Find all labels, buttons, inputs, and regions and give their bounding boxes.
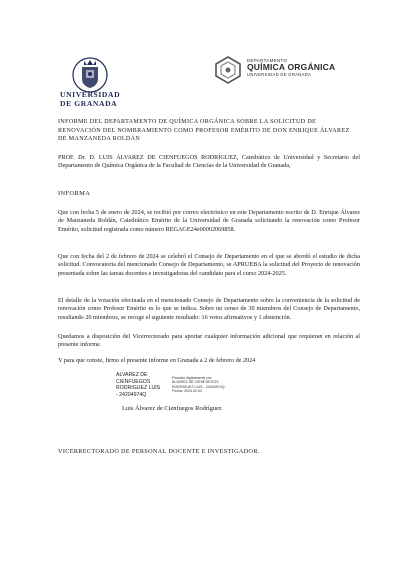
- recipient: VICERRECTORADO DE PERSONAL DOCENTE E INVESTIGADOR.: [58, 448, 260, 455]
- stamp-line: CIENFUEGOS: [116, 378, 151, 385]
- signature-stamp-detail: [172, 376, 225, 394]
- department-logo-prefix: DEPARTAMENTO: [247, 58, 288, 63]
- stamp-detail-line: ALVAREZ DE CIENFUEGOS: [172, 380, 219, 385]
- signature-stamp-name: [116, 372, 160, 398]
- paragraph-availability: Quedamos a disposición del Vicerrectorado para aportar cualquier información adicional que requieran en relación al presente informe.: [58, 333, 360, 349]
- stamp-detail-line: RODRIGUEZ LUIS - 24204974Q: [172, 384, 225, 389]
- university-name: UNIVERSIDAD DE GRANADA: [60, 90, 121, 108]
- department-logo-icon: [213, 55, 243, 85]
- department-logo-sub: UNIVERSIDAD DE GRANADA: [247, 72, 312, 77]
- paragraph-request: Que con fecha 5 de enero de 2024, se recibió por correo electrónico en este Departamento escrito de D. Enrique Álvarez de Manzaneda Roldán, Catedrático Emérito de la Universidad de Granada solicitando la renovación como Profesor Emérito, solicitud registrada como número REGAGE24e00002069858.: [58, 209, 360, 233]
- informa-heading: INFORMA: [58, 190, 91, 197]
- signer-name: Luis Álvarez de Cienfuegos Rodríguez: [122, 405, 222, 412]
- stamp-line: - 24204974Q: [116, 391, 147, 398]
- stamp-line: RODRIGUEZ LUIS: [116, 385, 161, 392]
- paragraph-vote: El detalle de la votación efectuada en el mencionado Consejo de Departamento sobre la conveniencia de la solicitud de renovación como Profesor Emérito es lo que se indica. Sobre un censo de 30 miembros del Consejo de Departamento, resultando 20 miembros, se recoge el siguiente resultado: 16 votos afirmativos y 1 abstención.: [58, 297, 360, 321]
- intro-paragraph: PROF. Dr. D. LUIS ÁLVAREZ DE CIENFUEGOS RODRÍGUEZ, Catedrático de Universidad y Secretario del Departamento de Química Orgánica de la Facultad de Ciencias de la Universidad de Granada,: [58, 154, 360, 170]
- paragraph-closing: Y para que conste, firmo el presente informe en Granada a 2 de febrero de 2024: [58, 357, 256, 364]
- report-title: INFORME DEL DEPARTAMENTO DE QUÍMICA ORGÁNICA SOBRE LA SOLICITUD DE RENOVACIÓN DEL NOMBRAMIENTO COMO PROFESOR EMÉRITO DE DON ENRIQUE ÁLVAREZ DE MANZANEDA ROLDÁN: [58, 119, 350, 142]
- department-logo-text: [247, 57, 335, 78]
- stamp-detail-line: Firmado digitalmente por: [172, 376, 212, 380]
- stamp-detail-line: Fecha: 2024.02.02: [172, 389, 202, 394]
- department-logo-name: QUÍMICA ORGÁNICA: [247, 62, 336, 72]
- paragraph-council: Que con fecha del 2 de febrero de 2024 se celebró el Consejo de Departamento en el que se abordó el estudio de dicha solicitud. Convocatoria del mencionado Consejo de Departamento, se APRUEBA la solicitud del Proyecto de renovación presentada sobre las tareas docentes e investigadoras del candidato para el curso 2024-2025.: [58, 253, 360, 277]
- stamp-line: ALVAREZ DE: [116, 372, 148, 378]
